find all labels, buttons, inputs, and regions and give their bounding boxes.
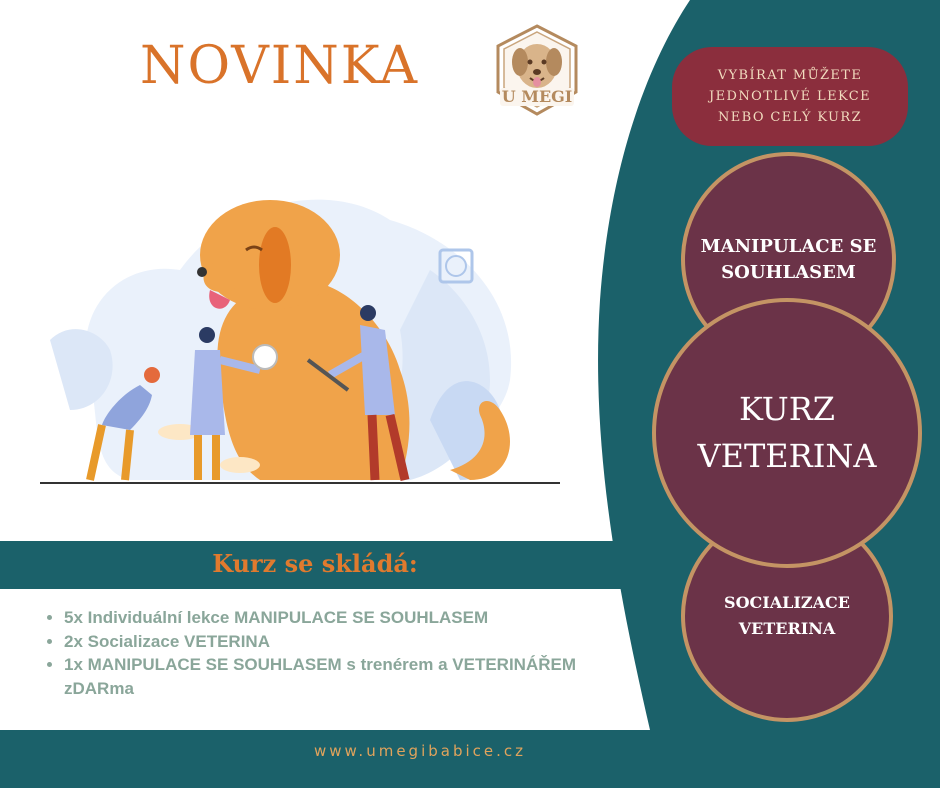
course-list bbox=[38, 606, 584, 700]
dog-logo-icon bbox=[490, 22, 585, 117]
website-link[interactable]: www.umegibabice.cz bbox=[314, 742, 526, 760]
list-item: • 1x MANIPULACE SE SOUHLASEM s trenérem a VETERINÁŘEM zDARma bbox=[64, 653, 584, 700]
circle-manipulace-line1: MANIPULACE SE bbox=[700, 235, 877, 257]
course-heading: Kurz se skládá: bbox=[212, 549, 418, 578]
info-pill-line1: VYBÍRAT MŮŽETE bbox=[717, 68, 863, 83]
circle-kurz-line1: KURZ bbox=[738, 390, 836, 428]
circle-socializace-line2: VETERINA bbox=[738, 619, 836, 638]
list-item: • 5x Individuální lekce MANIPULACE SE SOUHLASEM bbox=[64, 606, 584, 630]
page-title: NOVINKA bbox=[140, 36, 420, 96]
circle-socializace-line1: SOCIALIZACE bbox=[724, 593, 850, 612]
circle-manipulace-line2: SOUHLASEM bbox=[721, 261, 856, 283]
dog-vet-illustration bbox=[30, 180, 570, 490]
list-item: • 2x Socializace VETERINA bbox=[64, 630, 584, 654]
info-pill-line3: NEBO CELÝ KURZ bbox=[717, 110, 863, 125]
logo-text: U MEGI bbox=[501, 87, 573, 106]
circle-kurz-veterina bbox=[652, 298, 922, 568]
circle-kurz-line2: VETERINA bbox=[697, 437, 877, 475]
info-pill bbox=[672, 47, 908, 146]
info-pill-line2: JEDNOTLIVÉ LEKCE bbox=[709, 89, 871, 104]
